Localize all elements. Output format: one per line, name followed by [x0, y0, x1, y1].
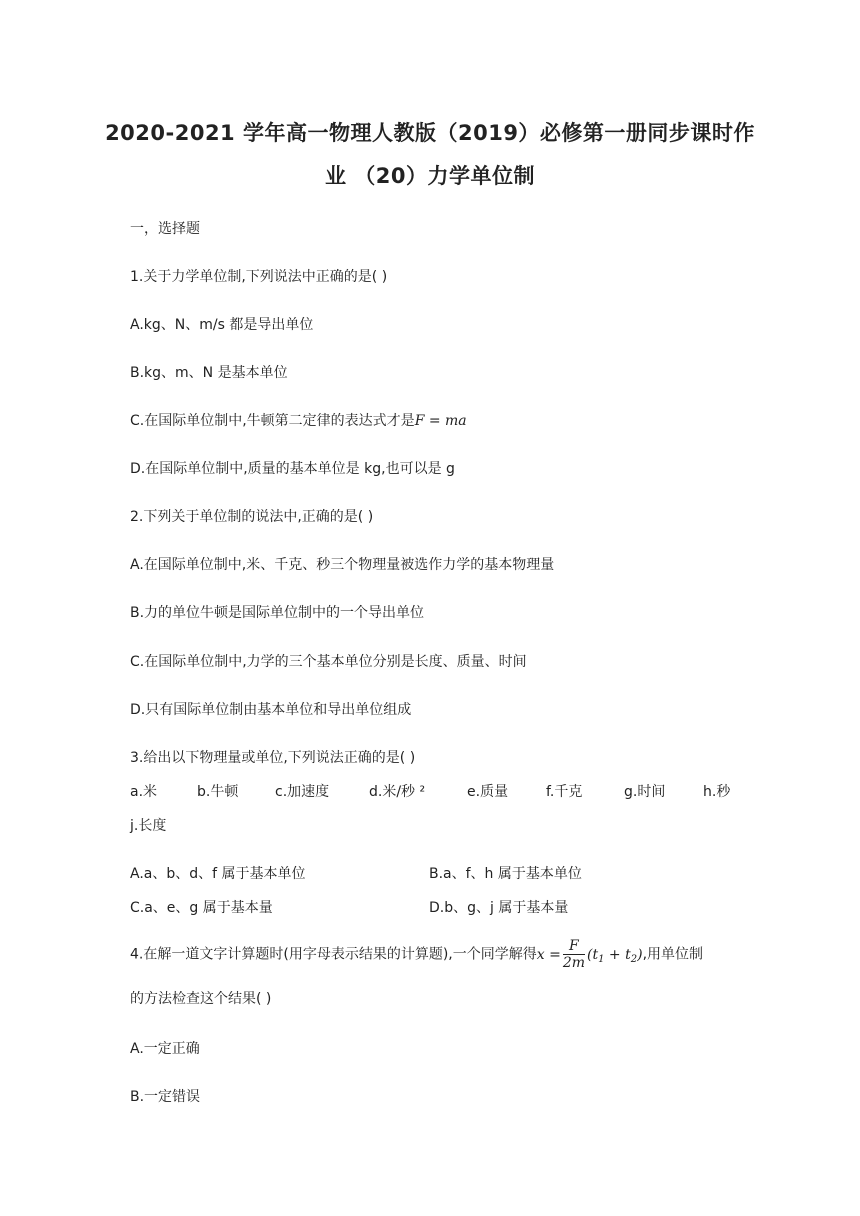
question-1-option-d: D.在国际单位制中,质量的基本单位是 kg,也可以是 g	[130, 461, 455, 477]
formula-paren-close: )	[637, 946, 643, 963]
question-3-item: f.千克	[546, 784, 583, 800]
newton-formula: F = ma	[414, 413, 467, 429]
question-2-stem: 2.下列关于单位制的说法中,正确的是( )	[130, 509, 374, 525]
formula-fraction	[563, 938, 585, 971]
question-1-option-b: B.kg、m、N 是基本单位	[130, 365, 288, 381]
question-2-option-c: C.在国际单位制中,力学的三个基本单位分别是长度、质量、时间	[130, 654, 527, 670]
formula-numerator: F	[563, 938, 585, 955]
question-2-option-b: B.力的单位牛顿是国际单位制中的一个导出单位	[130, 605, 425, 621]
formula-lhs: x =	[536, 946, 561, 963]
question-3-option-a: A.a、b、d、f 属于基本单位	[130, 866, 306, 882]
question-3-stem: 3.给出以下物理量或单位,下列说法正确的是( )	[130, 750, 416, 766]
question-3-option-b: B.a、f、h 属于基本单位	[429, 866, 582, 882]
question-4-stem-after: ,用单位制	[642, 946, 704, 963]
document-title-line-1: 2020-2021 学年高一物理人教版（2019）必修第一册同步课时作	[105, 121, 755, 145]
document-title-line-2: 业 （20）力学单位制	[324, 164, 536, 188]
question-3-item-last: j.长度	[130, 818, 167, 834]
question-4-option-b: B.一定错误	[130, 1089, 201, 1105]
question-4-option-a: A.一定正确	[130, 1041, 200, 1057]
formula-sub-2: 2	[630, 953, 638, 965]
question-3-item: g.时间	[624, 784, 666, 800]
question-3-item: e.质量	[467, 784, 509, 800]
formula-plus: + t	[604, 946, 631, 963]
question-3-item: d.米/秒 ²	[369, 784, 426, 800]
question-3-option-c: C.a、e、g 属于基本量	[130, 900, 273, 916]
result-formula	[536, 938, 643, 971]
question-3-item: c.加速度	[275, 784, 330, 800]
question-3-item: a.米	[130, 784, 158, 800]
question-3-item: b.牛顿	[197, 784, 239, 800]
formula-denominator: 2m	[562, 955, 585, 971]
question-4-stem-line-2: 的方法检查这个结果( )	[130, 991, 272, 1007]
question-3-item: h.秒	[703, 784, 731, 800]
question-1-option-a: A.kg、N、m/s 都是导出单位	[130, 317, 314, 333]
formula-paren-open: (t	[587, 946, 599, 963]
question-1-option-c-text: C.在国际单位制中,牛顿第二定律的表达式才是	[130, 413, 415, 429]
question-4-stem-before: 4.在解一道文字计算题时(用字母表示结果的计算题),一个同学解得	[130, 946, 537, 963]
question-1-stem: 1.关于力学单位制,下列说法中正确的是( )	[130, 269, 388, 285]
question-2-option-a: A.在国际单位制中,米、千克、秒三个物理量被选作力学的基本物理量	[130, 557, 555, 573]
question-1-option-c	[130, 410, 467, 430]
formula-sub-1: 1	[598, 953, 605, 965]
question-3-option-d: D.b、g、j 属于基本量	[429, 900, 569, 916]
question-4-stem	[130, 938, 703, 971]
section-heading: 一，选择题	[130, 221, 200, 237]
question-2-option-d: D.只有国际单位制由基本单位和导出单位组成	[130, 702, 412, 718]
